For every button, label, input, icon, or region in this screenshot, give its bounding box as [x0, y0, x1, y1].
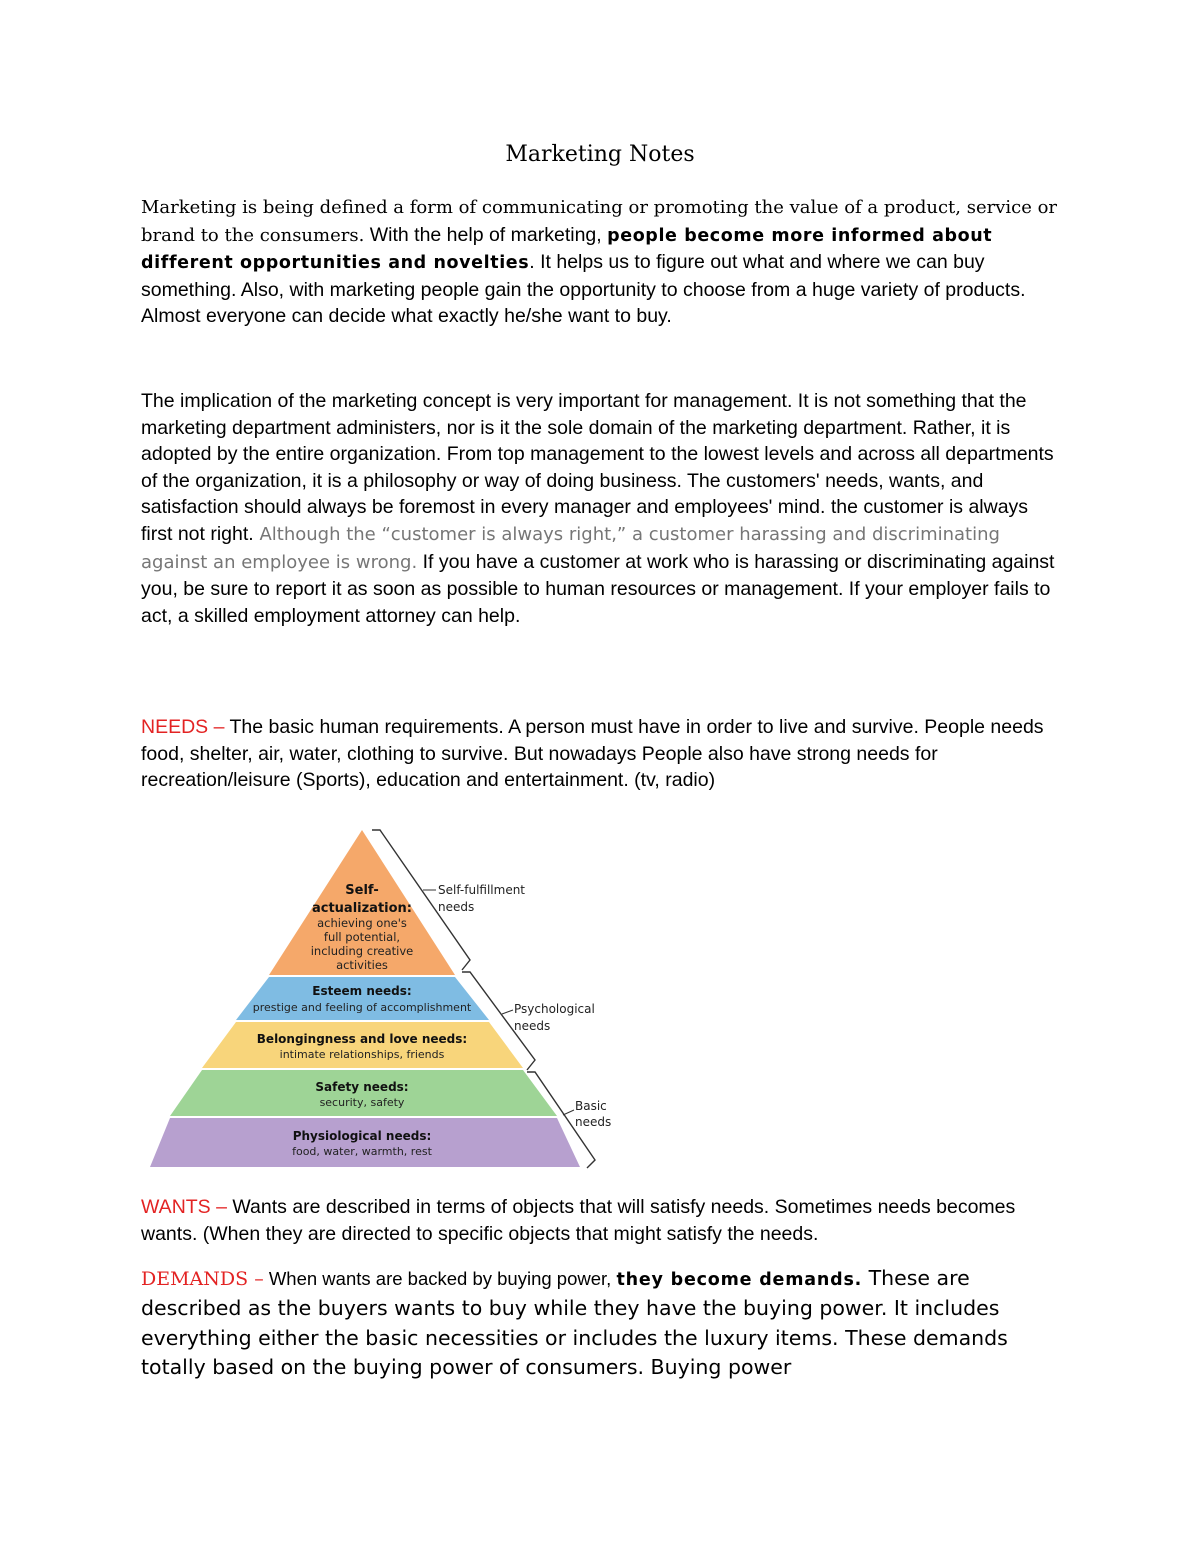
- paragraph-demands: [141, 1264, 1061, 1383]
- self-actualization-line-2: full potential,: [323, 930, 401, 944]
- esteem-line-1: prestige and feeling of accomplishment: [252, 1001, 472, 1014]
- self-fulfillment-label-1: Self-fulfillment: [438, 883, 526, 897]
- basic-pointer: [563, 1110, 574, 1115]
- safety-line-1: security, safety: [319, 1096, 405, 1109]
- self-actualization-title: Self-: [345, 883, 379, 898]
- psychological-label-2: needs: [514, 1019, 551, 1033]
- concept-gray-text: Although the “customer is always right,” a customer harassing and discriminating against an employee is wrong.: [141, 523, 1000, 573]
- esteem-title: Esteem needs:: [312, 984, 412, 998]
- maslow-pyramid-figure: [140, 820, 620, 1175]
- definition-serif-text: Marketing is being defined a form of communicating or promoting the value of a product, service or brand to the consumers.: [141, 197, 1058, 246]
- demands-small-text: When wants are backed by buying power,: [263, 1268, 617, 1289]
- basic-label-1: Basic: [575, 1099, 607, 1113]
- self-actualization-line-4: activities: [336, 958, 388, 972]
- psychological-label-1: Psychological: [514, 1002, 595, 1016]
- self-actualization-line-1: achieving one's: [317, 916, 407, 930]
- needs-text: The basic human requirements. A person must have in order to live and survive. People needs food, shelter, air, water, clothing to survive. But nowadays People also have strong needs for recreation/leisure (Sports), education and entertainment. (tv, radio): [141, 716, 1044, 792]
- self-actualization-title-2: actualization:: [311, 901, 413, 916]
- definition-rest-text: . It helps us to figure out what and where we can buy something. Also, with marketing people gain the opportunity to choose from a huge variety of products. Almost everyone can decide what exactly he/she want to buy.: [141, 251, 1026, 328]
- document-title: Marketing Notes: [505, 142, 695, 167]
- paragraph-marketing-concept: [141, 388, 1061, 629]
- demands-rest-text: These are described as the buyers wants to buy while they have the buying power. It includes everything either the basic necessities or includes the luxury items. These demands totally based on the buying power of consumers. Buying power: [141, 1266, 1008, 1380]
- self-fulfillment-label-2: needs: [438, 900, 475, 914]
- paragraph-needs: [141, 714, 1061, 794]
- self-actualization-line-3: including creative: [310, 944, 414, 958]
- physiological-title: Physiological needs:: [292, 1129, 432, 1143]
- basic-label-2: needs: [575, 1115, 612, 1129]
- safety-title: Safety needs:: [315, 1080, 409, 1094]
- paragraph-wants: [141, 1194, 1061, 1247]
- concept-main-text: The implication of the marketing concept is very important for management. It is not something that the marketing department administers, nor is it the sole domain of the marketing department. Rather, it is adopted by the entire organization. From top management to the lowest levels and across all departments of the organization, it is a philosophy or way of doing business. The customers' needs, wants, and satisfaction should always be foremost in every manager and employees' mind. the customer is always first not right.: [141, 390, 1054, 545]
- psychological-pointer: [502, 1010, 513, 1014]
- wants-text: Wants are described in terms of objects that will satisfy needs. Sometimes needs becomes wants. (When they are directed to specific objects that might satisfy the needs.: [141, 1196, 1016, 1245]
- physiological-line-1: food, water, warmth, rest: [292, 1145, 432, 1158]
- needs-label: NEEDS –: [141, 716, 225, 738]
- wants-label: WANTS –: [141, 1196, 227, 1218]
- demands-label: DEMANDS –: [141, 1268, 264, 1290]
- belongingness-title: Belongingness and love needs:: [256, 1032, 468, 1046]
- definition-plain-text: With the help of marketing,: [364, 223, 608, 246]
- demands-bold-text: they become demands.: [616, 1270, 863, 1290]
- belongingness-line-1: intimate relationships, friends: [279, 1048, 445, 1061]
- concept-end-text: If you have a customer at work who is harassing or discriminating against you, be sure to report it as soon as possible to human resources or management. If your employer fails to act, a skilled employment attorney can help.: [141, 550, 1055, 627]
- paragraph-marketing-definition: [141, 194, 1061, 330]
- definition-bold-text: people become more informed about different opportunities and novelties: [141, 225, 993, 274]
